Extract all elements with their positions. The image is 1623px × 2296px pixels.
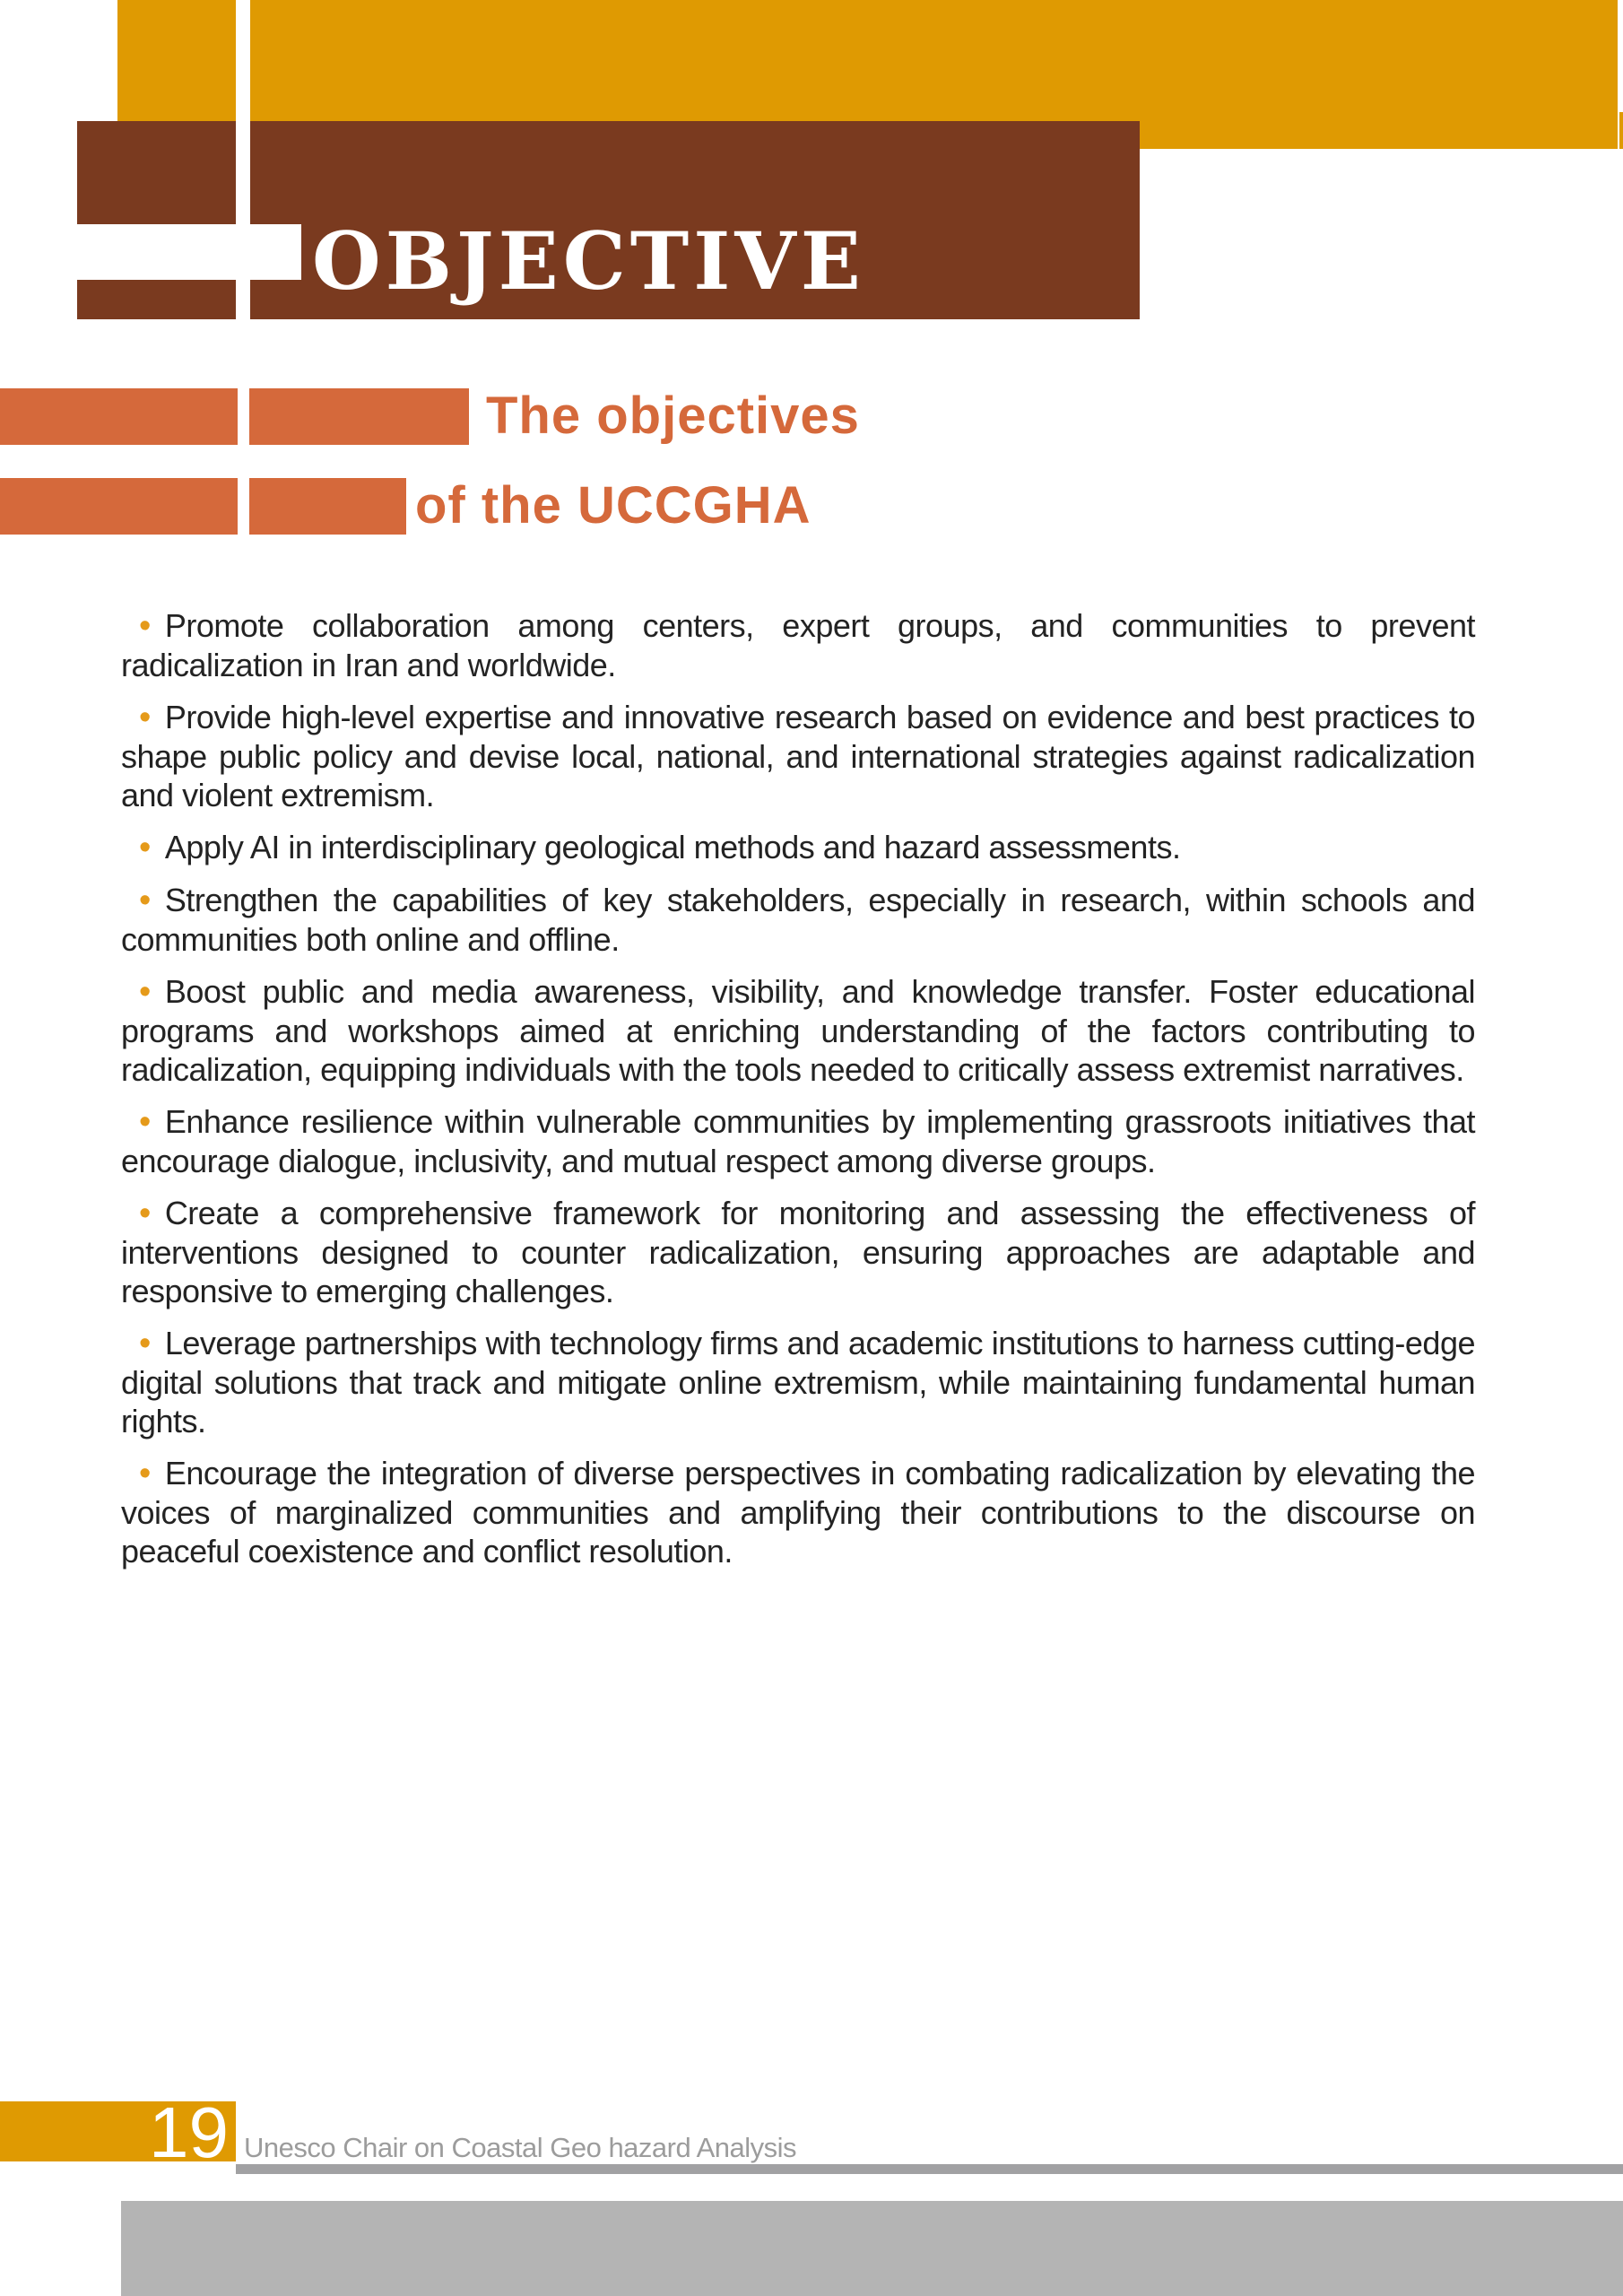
objective-text: Encourage the integration of diverse perspectives in combating radicalization by elevating the voices of marginalized communities and amplifying their contributions to the discourse on peaceful coexistence and conflict resolution.	[121, 1455, 1475, 1570]
section-title-line2: of the UCCGHA	[415, 476, 812, 535]
objective-item	[121, 1454, 1475, 1570]
bullet-dot-icon: •	[139, 973, 151, 1011]
objective-text: Provide high-level expertise and innovative research based on evidence and best practices to shape public policy and devise local, national, and international strategies against radicalization and violent extremism.	[121, 699, 1475, 813]
objective-text: Apply AI in interdisciplinary geological methods and hazard assessments.	[164, 829, 1181, 865]
bullet-dot-icon: •	[139, 1195, 151, 1232]
objective-item	[121, 881, 1475, 959]
objective-item	[121, 606, 1475, 684]
section-title-line1: The objectives	[486, 387, 860, 445]
page-number: 19	[149, 2092, 229, 2172]
bullet-dot-icon: •	[139, 1455, 151, 1492]
footer-bottom-block	[121, 2201, 1623, 2296]
objective-text: Promote collaboration among centers, expert groups, and communities to prevent radicalization in Iran and worldwide.	[121, 607, 1475, 683]
footer-caption: Unesco Chair on Coastal Geo hazard Analysis	[244, 2132, 797, 2163]
bullet-dot-icon: •	[139, 882, 151, 919]
title-block-left-2	[0, 478, 238, 535]
objective-text: Boost public and media awareness, visibility, and knowledge transfer. Foster educational programs and workshops aimed at enriching understanding of the factors contributing to radicalization, equipping individuals with the tools needed to critically assess extremist narratives.	[121, 973, 1475, 1088]
objective-item	[121, 1102, 1475, 1180]
bullet-dot-icon: •	[139, 1325, 151, 1362]
objective-text: Enhance resilience within vulnerable communities by implementing grassroots initiatives that encourage dialogue, inclusivity, and mutual respect among diverse groups.	[121, 1103, 1475, 1179]
bullet-dot-icon: •	[139, 829, 151, 866]
objective-text: Leverage partnerships with technology firms and academic institutions to harness cutting-edge digital solutions that track and mitigate online extremism, while maintaining fundamental human rights.	[121, 1325, 1475, 1439]
bullet-dot-icon: •	[139, 607, 151, 645]
page-title: OBJECTIVE	[312, 214, 865, 308]
objective-text: Strengthen the capabilities of key stakeholders, especially in research, within schools and communities both online and offline.	[121, 882, 1475, 958]
page-number-block	[0, 2092, 236, 2172]
objective-item	[121, 1324, 1475, 1440]
bullet-dot-icon: •	[139, 1103, 151, 1141]
objective-item	[121, 828, 1475, 867]
title-block-right-2	[249, 478, 406, 535]
footer-rule	[236, 2164, 1623, 2174]
objectives-list	[121, 606, 1475, 1584]
objective-item	[121, 1194, 1475, 1310]
banner-white-band	[36, 224, 301, 280]
title-block-left-1	[0, 388, 238, 445]
bullet-dot-icon: •	[139, 699, 151, 736]
header-gold-sliver	[1619, 112, 1623, 149]
title-block-right-1	[249, 388, 469, 445]
objective-item	[121, 698, 1475, 814]
objective-item	[121, 972, 1475, 1089]
objective-text: Create a comprehensive framework for monitoring and assessing the effectiveness of interventions designed to counter radicalization, ensuring approaches are adaptable and responsive to emerging challenges.	[121, 1195, 1475, 1309]
